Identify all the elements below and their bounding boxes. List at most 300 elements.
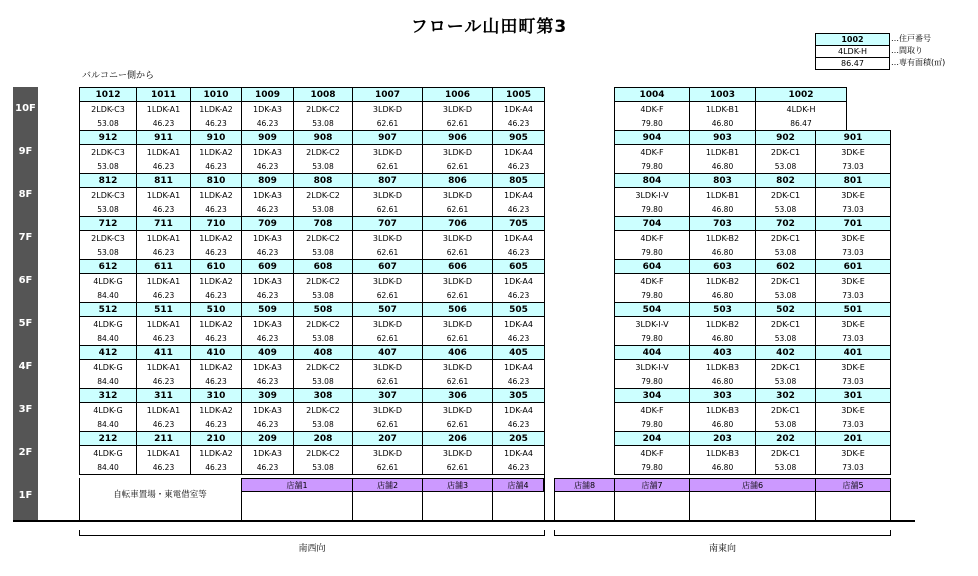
unit-layout: 1LDK-A2 <box>199 449 233 458</box>
unit-910 <box>190 130 242 174</box>
unit-number: 306 <box>423 389 492 403</box>
unit-411 <box>136 345 191 389</box>
unit-area: 46.23 <box>507 119 530 128</box>
unit-number: 807 <box>353 174 422 188</box>
unit-layout: 1LDK-A2 <box>199 148 233 157</box>
unit-layout: 3DK-E <box>841 363 865 372</box>
unit-1002 <box>755 87 847 131</box>
unit-number: 202 <box>756 432 815 446</box>
unit-area: 46.23 <box>256 205 279 214</box>
unit-area: 73.03 <box>842 334 864 343</box>
unit-410 <box>190 345 242 389</box>
unit-number: 607 <box>353 260 422 274</box>
unit-number: 1004 <box>615 88 689 102</box>
southwest-label: 南西向 <box>298 544 326 554</box>
unit-area: 62.61 <box>446 291 469 300</box>
unit-layout: 4LDK-G <box>93 320 123 329</box>
unit-layout: 3LDK-D <box>442 234 473 243</box>
unit-layout: 1LDK-A1 <box>146 148 181 157</box>
unit-1011 <box>136 87 191 131</box>
unit-512 <box>79 302 137 346</box>
unit-layout: 1LDK-A1 <box>146 191 181 200</box>
unit-809 <box>241 173 294 217</box>
unit-area: 62.61 <box>376 248 399 257</box>
unit-area: 46.23 <box>507 463 530 472</box>
unit-511 <box>136 302 191 346</box>
unit-307 <box>352 388 423 432</box>
legend-unit-no: 1002 <box>816 34 889 45</box>
unit-layout: 3LDK-D <box>442 191 473 200</box>
unit-layout: 3LDK-D <box>442 277 473 286</box>
unit-810 <box>190 173 242 217</box>
unit-area: 53.08 <box>312 162 334 171</box>
unit-area: 79.80 <box>641 162 663 171</box>
unit-area: 46.23 <box>205 334 227 343</box>
unit-801 <box>815 173 891 217</box>
unit-layout: 1LDK-A1 <box>146 234 181 243</box>
floor-label: 9F <box>18 146 33 157</box>
unit-906 <box>422 130 493 174</box>
unit-number: 706 <box>423 217 492 231</box>
shop-3: 店舗3 <box>422 478 493 492</box>
unit-layout: 1LDK-A1 <box>146 320 181 329</box>
unit-number: 601 <box>816 260 890 274</box>
unit-number: 1003 <box>690 88 755 102</box>
unit-layout: 2DK-C1 <box>770 363 801 372</box>
unit-layout: 2LDK-C2 <box>306 105 340 114</box>
unit-number: 911 <box>137 131 190 145</box>
unit-layout: 2LDK-C3 <box>91 105 125 114</box>
unit-601 <box>815 259 891 303</box>
unit-layout: 4LDK-G <box>93 449 123 458</box>
unit-area: 53.08 <box>774 162 797 171</box>
floor-label: 2F <box>18 447 33 458</box>
unit-304 <box>614 388 690 432</box>
unit-812 <box>79 173 137 217</box>
unit-606 <box>422 259 493 303</box>
unit-number: 309 <box>242 389 293 403</box>
unit-area: 84.40 <box>97 420 119 429</box>
unit-layout: 4DK-F <box>640 449 664 458</box>
unit-603 <box>689 259 756 303</box>
unit-area: 46.23 <box>256 420 279 429</box>
unit-number: 508 <box>294 303 352 317</box>
unit-area: 62.61 <box>376 205 399 214</box>
floor-label: 4F <box>18 361 33 372</box>
unit-layout: 3DK-E <box>841 277 865 286</box>
unit-number: 407 <box>353 346 422 360</box>
unit-number: 612 <box>80 260 136 274</box>
unit-area: 86.47 <box>790 119 812 128</box>
divider <box>79 478 80 521</box>
unit-number: 504 <box>615 303 689 317</box>
unit-layout: 1DK-A4 <box>504 148 533 157</box>
unit-area: 53.08 <box>97 119 119 128</box>
unit-layout: 2LDK-C2 <box>306 320 340 329</box>
unit-area: 84.40 <box>97 463 119 472</box>
unit-area: 46.80 <box>711 463 734 472</box>
unit-612 <box>79 259 137 303</box>
unit-area: 62.61 <box>446 205 469 214</box>
unit-area: 53.08 <box>312 334 334 343</box>
unit-number: 303 <box>690 389 755 403</box>
legend-note: …住戸番号 <box>891 34 931 43</box>
shop-1: 店舗1 <box>241 478 353 492</box>
unit-1005 <box>492 87 545 131</box>
unit-705 <box>492 216 545 260</box>
unit-area: 46.80 <box>711 205 734 214</box>
unit-number: 411 <box>137 346 190 360</box>
unit-908 <box>293 130 353 174</box>
legend-notes <box>891 33 945 69</box>
unit-309 <box>241 388 294 432</box>
unit-number: 301 <box>816 389 890 403</box>
unit-number: 1007 <box>353 88 422 102</box>
unit-number: 605 <box>493 260 544 274</box>
unit-number: 709 <box>242 217 293 231</box>
unit-505 <box>492 302 545 346</box>
unit-layout: 2DK-C1 <box>770 449 801 458</box>
unit-layout: 3LDK-D <box>442 105 473 114</box>
unit-number: 702 <box>756 217 815 231</box>
unit-area: 46.23 <box>205 162 227 171</box>
unit-907 <box>352 130 423 174</box>
unit-number: 304 <box>615 389 689 403</box>
unit-number: 511 <box>137 303 190 317</box>
floor-label: 8F <box>18 189 33 200</box>
unit-layout: 1LDK-A2 <box>199 320 233 329</box>
unit-area: 79.80 <box>641 119 663 128</box>
unit-802 <box>755 173 816 217</box>
unit-area: 46.80 <box>711 334 734 343</box>
unit-number: 604 <box>615 260 689 274</box>
unit-number: 712 <box>80 217 136 231</box>
unit-number: 804 <box>615 174 689 188</box>
unit-408 <box>293 345 353 389</box>
unit-layout: 2LDK-C2 <box>306 363 340 372</box>
unit-layout: 1LDK-B1 <box>705 148 740 157</box>
unit-area: 46.80 <box>711 291 734 300</box>
unit-504 <box>614 302 690 346</box>
unit-number: 801 <box>816 174 890 188</box>
bicycle-parking-label: 自転車置場・東電借室等 <box>113 490 207 500</box>
unit-area: 46.80 <box>711 377 734 386</box>
unit-number: 1005 <box>493 88 544 102</box>
unit-704 <box>614 216 690 260</box>
unit-number: 708 <box>294 217 352 231</box>
unit-area: 53.08 <box>312 420 334 429</box>
unit-number: 506 <box>423 303 492 317</box>
unit-206 <box>422 431 493 475</box>
unit-layout: 1LDK-A2 <box>199 277 233 286</box>
unit-number: 402 <box>756 346 815 360</box>
unit-layout: 3LDK-D <box>372 234 403 243</box>
floor-label: 3F <box>18 404 33 415</box>
unit-layout: 3DK-E <box>841 234 865 243</box>
unit-number: 302 <box>756 389 815 403</box>
unit-layout: 1DK-A3 <box>253 234 282 243</box>
unit-layout: 1DK-A4 <box>504 191 533 200</box>
unit-number: 909 <box>242 131 293 145</box>
unit-layout: 2DK-C1 <box>770 406 801 415</box>
unit-208 <box>293 431 353 475</box>
unit-number: 608 <box>294 260 352 274</box>
unit-layout: 1DK-A4 <box>504 320 533 329</box>
unit-layout: 1DK-A3 <box>253 105 282 114</box>
unit-701 <box>815 216 891 260</box>
unit-layout: 2LDK-C2 <box>306 277 340 286</box>
unit-number: 707 <box>353 217 422 231</box>
unit-area: 79.80 <box>641 377 663 386</box>
southeast-bracket <box>554 530 891 536</box>
unit-904 <box>614 130 690 174</box>
unit-area: 53.08 <box>312 119 334 128</box>
unit-number: 406 <box>423 346 492 360</box>
unit-604 <box>614 259 690 303</box>
unit-1012 <box>79 87 137 131</box>
unit-number: 203 <box>690 432 755 446</box>
unit-area: 62.61 <box>446 463 469 472</box>
unit-layout: 3LDK-D <box>372 191 403 200</box>
unit-210 <box>190 431 242 475</box>
unit-number: 505 <box>493 303 544 317</box>
unit-number: 1011 <box>137 88 190 102</box>
unit-number: 912 <box>80 131 136 145</box>
unit-711 <box>136 216 191 260</box>
unit-number: 403 <box>690 346 755 360</box>
unit-area: 53.08 <box>774 377 797 386</box>
unit-area: 46.23 <box>256 119 279 128</box>
unit-608 <box>293 259 353 303</box>
unit-506 <box>422 302 493 346</box>
unit-406 <box>422 345 493 389</box>
unit-area: 53.08 <box>774 334 797 343</box>
unit-number: 502 <box>756 303 815 317</box>
unit-area: 62.61 <box>446 119 469 128</box>
unit-layout: 4DK-F <box>640 277 664 286</box>
ground-line <box>13 520 915 522</box>
unit-area: 62.61 <box>376 420 399 429</box>
floor-label: 5F <box>18 318 33 329</box>
unit-number: 603 <box>690 260 755 274</box>
unit-number: 409 <box>242 346 293 360</box>
unit-area: 62.61 <box>376 334 399 343</box>
floor-label: 6F <box>18 275 33 286</box>
unit-layout: 3DK-E <box>841 191 865 200</box>
unit-area: 46.80 <box>711 162 734 171</box>
unit-710 <box>190 216 242 260</box>
unit-404 <box>614 345 690 389</box>
unit-area: 53.08 <box>774 420 797 429</box>
southeast-label: 南東向 <box>708 544 736 554</box>
unit-401 <box>815 345 891 389</box>
divider <box>689 478 690 521</box>
balcony-note: バルコニー側から <box>82 71 155 81</box>
unit-area: 73.03 <box>842 248 864 257</box>
unit-number: 811 <box>137 174 190 188</box>
unit-205 <box>492 431 545 475</box>
unit-302 <box>755 388 816 432</box>
unit-number: 711 <box>137 217 190 231</box>
unit-number: 806 <box>423 174 492 188</box>
unit-1003 <box>689 87 756 131</box>
unit-number: 1012 <box>80 88 136 102</box>
unit-207 <box>352 431 423 475</box>
unit-layout: 1DK-A3 <box>253 277 282 286</box>
unit-layout: 2DK-C1 <box>770 277 801 286</box>
floor-label: 7F <box>18 232 33 243</box>
unit-layout: 1DK-A4 <box>504 277 533 286</box>
unit-layout: 3DK-E <box>841 148 865 157</box>
unit-area: 62.61 <box>376 162 399 171</box>
unit-806 <box>422 173 493 217</box>
unit-607 <box>352 259 423 303</box>
unit-212 <box>79 431 137 475</box>
unit-number: 311 <box>137 389 190 403</box>
unit-area: 53.08 <box>774 291 797 300</box>
unit-number: 1008 <box>294 88 352 102</box>
unit-layout: 2LDK-C2 <box>306 406 340 415</box>
unit-area: 46.23 <box>205 291 227 300</box>
unit-number: 507 <box>353 303 422 317</box>
divider <box>815 478 816 521</box>
unit-number: 206 <box>423 432 492 446</box>
unit-712 <box>79 216 137 260</box>
unit-layout: 2LDK-C3 <box>91 234 125 243</box>
legend-box <box>815 33 890 70</box>
unit-402 <box>755 345 816 389</box>
unit-layout: 3LDK-D <box>372 406 403 415</box>
unit-805 <box>492 173 545 217</box>
unit-layout: 3LDK-D <box>372 449 403 458</box>
unit-area: 46.80 <box>711 119 734 128</box>
unit-number: 907 <box>353 131 422 145</box>
unit-702 <box>755 216 816 260</box>
unit-508 <box>293 302 353 346</box>
unit-layout: 1DK-A3 <box>253 449 282 458</box>
unit-area: 62.61 <box>446 377 469 386</box>
unit-number: 812 <box>80 174 136 188</box>
unit-609 <box>241 259 294 303</box>
unit-area: 62.61 <box>446 334 469 343</box>
unit-area: 53.08 <box>312 463 334 472</box>
unit-811 <box>136 173 191 217</box>
shop-8: 店舗8 <box>554 478 615 492</box>
page-title: フロール山田町第3 <box>410 17 568 37</box>
unit-number: 212 <box>80 432 136 446</box>
unit-407 <box>352 345 423 389</box>
unit-layout: 2LDK-C3 <box>91 191 125 200</box>
unit-1010 <box>190 87 242 131</box>
unit-number: 408 <box>294 346 352 360</box>
unit-layout: 1DK-A4 <box>504 105 533 114</box>
unit-number: 910 <box>191 131 241 145</box>
unit-layout: 3LDK-D <box>442 148 473 157</box>
unit-509 <box>241 302 294 346</box>
unit-layout: 1LDK-A1 <box>146 105 181 114</box>
unit-layout: 2DK-C1 <box>770 320 801 329</box>
unit-number: 405 <box>493 346 544 360</box>
unit-area: 46.23 <box>205 205 227 214</box>
unit-area: 62.61 <box>446 162 469 171</box>
unit-area: 46.23 <box>152 162 175 171</box>
unit-708 <box>293 216 353 260</box>
unit-area: 53.08 <box>312 377 334 386</box>
unit-layout: 4LDK-H <box>786 105 816 114</box>
unit-layout: 1LDK-B3 <box>705 363 740 372</box>
unit-layout: 3LDK-I-V <box>635 320 669 329</box>
divider <box>890 478 891 521</box>
unit-number: 509 <box>242 303 293 317</box>
unit-area: 53.08 <box>97 248 119 257</box>
unit-layout: 3LDK-D <box>442 320 473 329</box>
unit-area: 84.40 <box>97 377 119 386</box>
unit-layout: 4DK-F <box>640 148 664 157</box>
unit-211 <box>136 431 191 475</box>
unit-layout: 1LDK-B1 <box>705 191 740 200</box>
unit-area: 46.23 <box>507 420 530 429</box>
unit-layout: 1DK-A3 <box>253 406 282 415</box>
unit-area: 73.03 <box>842 205 864 214</box>
unit-203 <box>689 431 756 475</box>
unit-area: 46.23 <box>256 291 279 300</box>
unit-number: 905 <box>493 131 544 145</box>
unit-layout: 2DK-C1 <box>770 148 801 157</box>
unit-204 <box>614 431 690 475</box>
unit-403 <box>689 345 756 389</box>
unit-area: 79.80 <box>641 291 663 300</box>
unit-611 <box>136 259 191 303</box>
unit-905 <box>492 130 545 174</box>
floor-label: 10F <box>15 103 36 114</box>
unit-layout: 3LDK-I-V <box>635 191 669 200</box>
unit-area: 53.08 <box>774 205 797 214</box>
divider <box>554 478 555 521</box>
unit-310 <box>190 388 242 432</box>
divider <box>544 87 545 521</box>
unit-number: 802 <box>756 174 815 188</box>
unit-306 <box>422 388 493 432</box>
unit-layout: 1LDK-B2 <box>705 277 740 286</box>
unit-layout: 4LDK-G <box>93 406 123 415</box>
unit-area: 62.61 <box>376 119 399 128</box>
unit-1009 <box>241 87 294 131</box>
unit-number: 703 <box>690 217 755 231</box>
unit-area: 53.08 <box>312 248 334 257</box>
unit-layout: 2LDK-C2 <box>306 234 340 243</box>
unit-layout: 4DK-F <box>640 105 664 114</box>
unit-layout: 3LDK-I-V <box>635 363 669 372</box>
unit-area: 46.23 <box>205 248 227 257</box>
unit-number: 209 <box>242 432 293 446</box>
unit-area: 46.23 <box>256 248 279 257</box>
unit-area: 46.23 <box>507 162 530 171</box>
unit-area: 53.08 <box>97 162 119 171</box>
unit-layout: 1LDK-B2 <box>705 234 740 243</box>
unit-311 <box>136 388 191 432</box>
unit-layout: 1DK-A3 <box>253 363 282 372</box>
unit-layout: 4DK-F <box>640 234 664 243</box>
unit-area: 46.23 <box>152 463 175 472</box>
unit-number: 609 <box>242 260 293 274</box>
unit-layout: 1DK-A4 <box>504 449 533 458</box>
unit-layout: 4LDK-G <box>93 277 123 286</box>
unit-layout: 2LDK-C2 <box>306 148 340 157</box>
unit-layout: 3LDK-D <box>372 277 403 286</box>
unit-808 <box>293 173 353 217</box>
unit-area: 46.23 <box>256 377 279 386</box>
unit-layout: 1LDK-A1 <box>146 449 181 458</box>
